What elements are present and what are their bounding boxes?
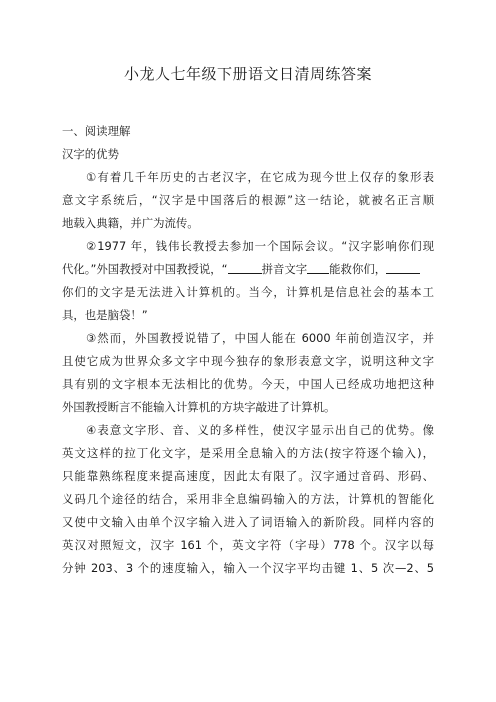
fill-blank-1 <box>228 261 262 274</box>
paragraph-3-line-3: 具有别的文字根本无法相比的优势。今天，中国人已经成功地把这种 <box>62 377 434 391</box>
paragraph-4-line-7: 分钟 203、3 个的速度输入，输入一个汉字平均击键 1、5 次—2、5 <box>62 561 434 575</box>
paragraph-2-line-1: ②1977 年，钱伟长教授去参加一个国际会议。“汉字影响你们现 <box>86 239 434 253</box>
quote-segment-1: 代化。”外国教授对中国教授说，“ <box>62 262 228 276</box>
article-title: 汉字的优势 <box>62 147 119 161</box>
fill-blank-2 <box>307 261 329 274</box>
paragraph-3-line-2: 且使它成为世界众多文字中现今独存的象形表意文字，说明这种文字 <box>62 354 434 368</box>
document-title: 小龙人七年级下册语文日清周练答案 <box>123 65 372 83</box>
quote-segment-2: 拼音文字 <box>261 262 308 276</box>
paragraph-1-line-3: 地载入典籍，并广为流传。 <box>62 216 199 230</box>
section-heading: 一、阅读理解 <box>62 124 131 138</box>
paragraph-3-line-4: 外国教授断言不能输入计算机的方块字敲进了计算机。 <box>62 400 336 414</box>
paragraph-4-line-3: 只能靠熟练程度来提高速度，因此太有限了。汉字通过音码、形码、 <box>62 469 434 483</box>
paragraph-4-line-4: 义码几个途径的结合，采用非全息编码输入的方法，计算机的智能化 <box>62 492 434 506</box>
paragraph-4-line-1: ④表意文字形、音、义的多样性，使汉字显示出自己的优势。像 <box>86 423 434 437</box>
paragraph-1-line-2: 意文字系统后，“汉字是中国落后的根源”这一结论，就被名正言顺 <box>62 193 434 207</box>
paragraph-4-line-6: 英汉对照短文，汉字 161 个，英文字符（字母）778 个。汉字以每 <box>62 538 434 552</box>
paragraph-1-line-1: ①有着几千年历史的古老汉字，在它成为现今世上仅存的象形表 <box>86 170 434 184</box>
paragraph-2-line-4: 具，也是脑袋！” <box>62 308 148 322</box>
paragraph-3-line-1: ③然而，外国教授说错了，中国人能在 6000 年前创造汉字，并 <box>86 331 434 345</box>
paragraph-2-line-2 <box>62 258 434 281</box>
paragraph-4-line-2: 英文这样的拉丁化文字，是采用全息输入的方法(按字符逐个输入)， <box>62 446 434 460</box>
quote-segment-3: 能救你们， <box>329 262 387 276</box>
fill-blank-3 <box>386 261 420 274</box>
paragraph-2-line-3: 你们的文字是无法进入计算机的。当今，计算机是信息社会的基本工 <box>62 285 434 299</box>
document-body <box>62 120 434 580</box>
paragraph-4-line-5: 又使中文输入由单个汉字输入进入了词语输入的新阶段。同样内容的 <box>62 515 434 529</box>
